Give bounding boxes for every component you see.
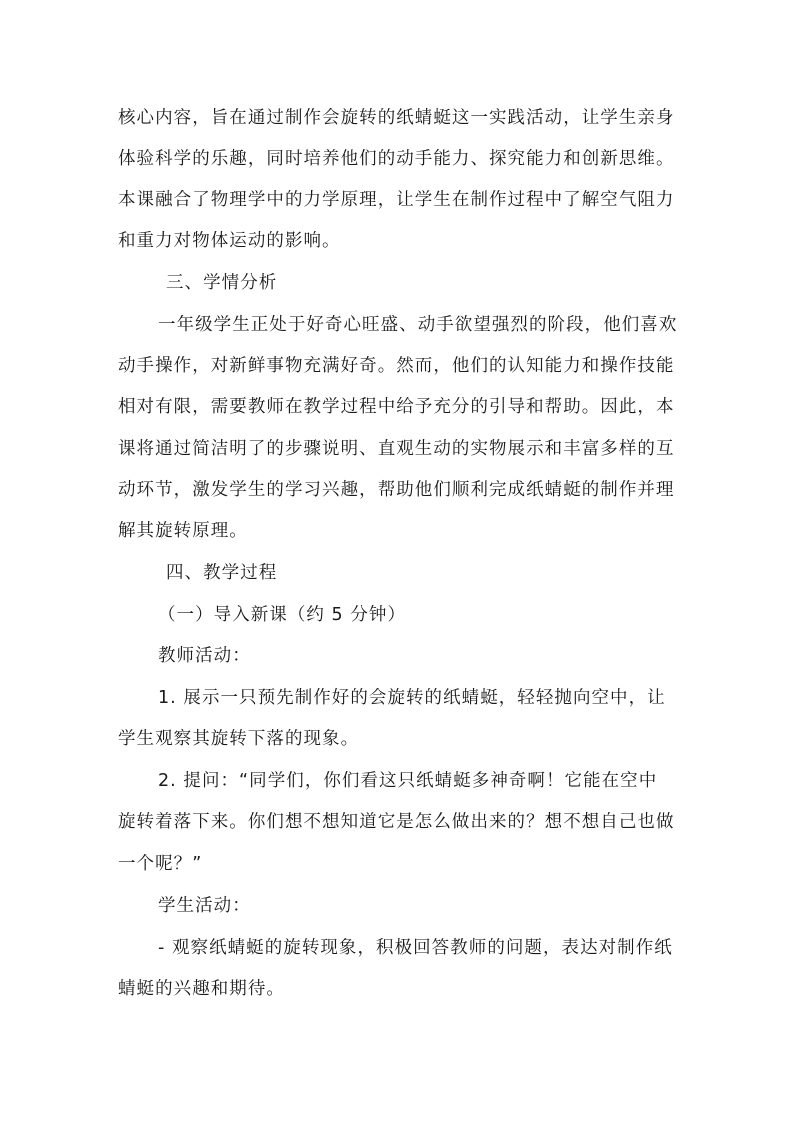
paragraph-line: 体验科学的乐趣，同时培养他们的动手能力、探究能力和创新思维。	[118, 149, 675, 169]
paragraph-line: 解其旋转原理。	[118, 521, 248, 541]
paragraph-line: 2. 提问：“同学们，你们看这只纸蜻蜓多神奇啊！它能在空中	[158, 771, 658, 791]
paragraph-line: 和重力对物体运动的影响。	[118, 231, 341, 251]
subsection-heading-introduction: （一）导入新课（约 5 分钟）	[158, 605, 407, 625]
paragraph-line: 相对有限，需要教师在教学过程中给予充分的引导和帮助。因此，本	[118, 397, 675, 417]
paragraph-line: 动手操作，对新鲜事物充满好奇。然而，他们的认知能力和操作技能	[118, 356, 675, 376]
paragraph-line: 1. 展示一只预先制作好的会旋转的纸蜻蜓，轻轻抛向空中，让	[158, 688, 666, 708]
paragraph-line: 一年级学生正处于好奇心旺盛、动手欲望强烈的阶段，他们喜欢	[158, 315, 678, 335]
paragraph-line: 蜻蜓的兴趣和期待。	[118, 979, 285, 999]
section-heading-learner-analysis: 三、学情分析	[166, 273, 278, 293]
paragraph-line: 本课融合了物理学中的力学原理，让学生在制作过程中了解空气阻力	[118, 190, 675, 210]
paragraph-line: 课将通过简洁明了的步骤说明、直观生动的实物展示和丰富多样的互	[118, 439, 675, 459]
paragraph-line: 核心内容，旨在通过制作会旋转的纸蜻蜓这一实践活动，让学生亲身	[118, 108, 675, 128]
paragraph-line: 学生观察其旋转下落的现象。	[118, 729, 360, 749]
paragraph-line: 一个呢？”	[118, 854, 203, 874]
label-teacher-activity: 教师活动：	[158, 646, 251, 666]
paragraph-line: - 观察纸蜻蜓的旋转现象，积极回答教师的问题，表达对制作纸	[158, 938, 673, 958]
label-student-activity: 学生活动：	[158, 896, 251, 916]
section-heading-teaching-process: 四、教学过程	[166, 563, 278, 583]
paragraph-line: 动环节，激发学生的学习兴趣，帮助他们顺利完成纸蜻蜓的制作并理	[118, 480, 675, 500]
paragraph-line: 旋转着落下来。你们想不想知道它是怎么做出来的？想不想自己也做	[118, 812, 675, 832]
